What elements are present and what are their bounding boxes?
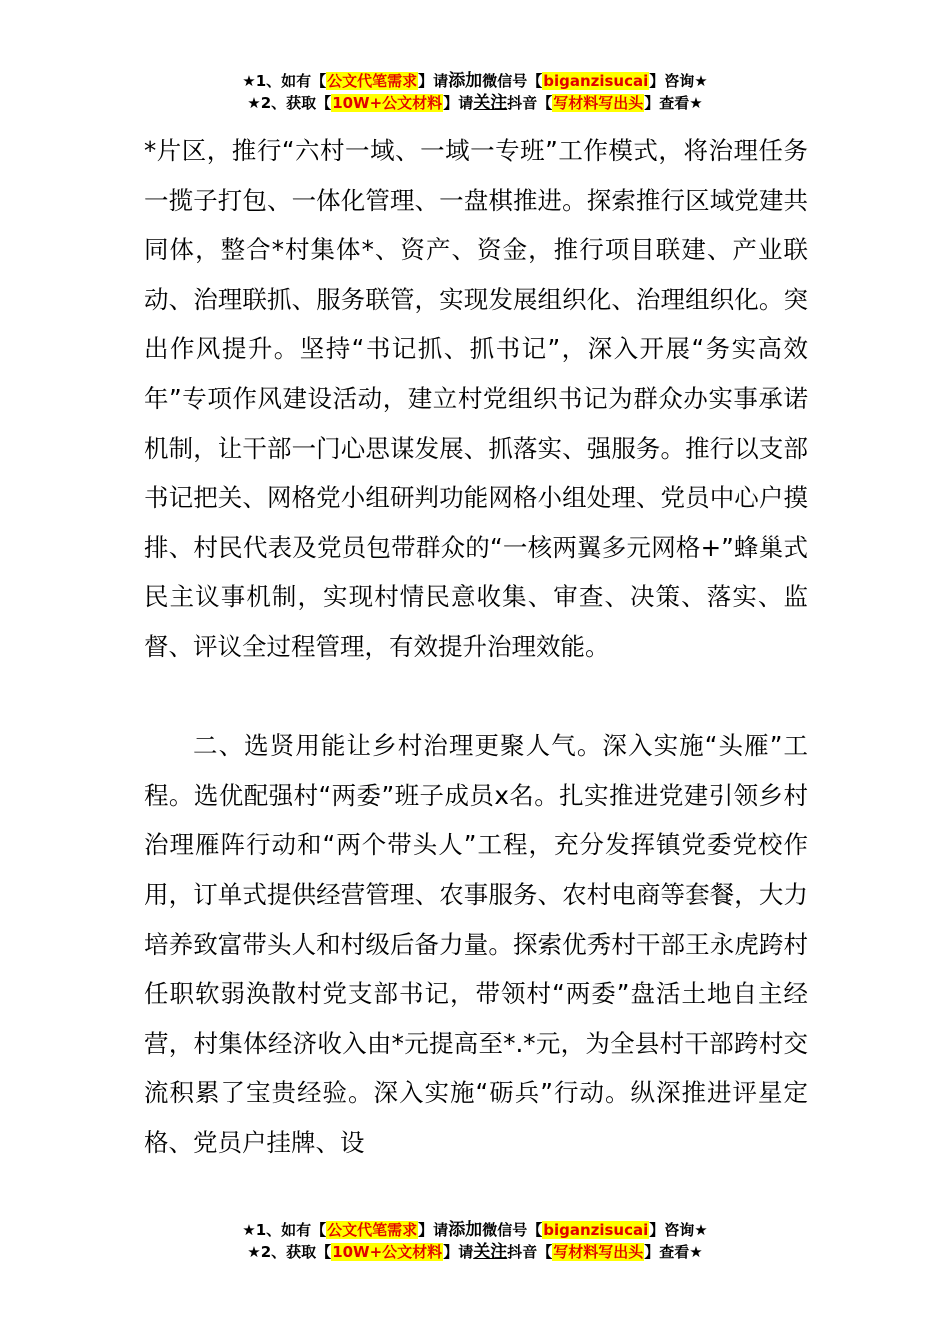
promo-line-1: ★1、如有【公文代笔需求】请添加微信号【biganzisucai】咨询★ — [242, 1220, 708, 1240]
promo-line-2: ★2、获取【10W+公文材料】请关注抖音【写材料写出头】查看★ — [247, 1242, 703, 1262]
promo-header — [0, 70, 950, 114]
promo-highlight-wechat-id: biganzisucai — [543, 1221, 649, 1239]
promo-highlight-service: 公文代笔需求 — [327, 1221, 418, 1239]
promo-highlight-materials: 10W+公文材料 — [332, 1243, 443, 1261]
promo-highlight-douyin: 写材料写出头 — [553, 1243, 644, 1261]
promo-line-2: ★2、获取【10W+公文材料】请关注抖音【写材料写出头】查看★ — [247, 93, 703, 113]
promo-highlight-wechat-id: biganzisucai — [543, 72, 649, 90]
promo-highlight-materials: 10W+公文材料 — [332, 94, 443, 112]
promo-highlight-service: 公文代笔需求 — [327, 72, 418, 90]
promo-highlight-douyin: 写材料写出头 — [553, 94, 644, 112]
document-paragraph-2: 二、选贤用能让乡村治理更聚人气。深入实施“头雁”工程。选优配强村“两委”班子成员x名。扎实推进党建引领乡村治理雁阵行动和“两个带头人”工程，充分发挥镇党委党校作用，订单式提供经营管理、农事服务、农村电商等套餐，大力培养致富带头人和村级后备力量。探索优秀村干部王永虎跨村任职软弱涣散村党支部书记，带领村“两委”盘活土地自主经营，村集体经济收入由*元提高至*.*元，为全县村干部跨村交流积累了宝贵经验。深入实施“砺兵”行动。纵深推进评星定格、党员户挂牌、设 — [144, 731, 808, 1157]
document-body — [144, 126, 808, 1167]
promo-footer — [0, 1219, 950, 1263]
promo-line-1: ★1、如有【公文代笔需求】请添加微信号【biganzisucai】咨询★ — [242, 71, 708, 91]
document-paragraph-1: *片区，推行“六村一域、一域一专班”工作模式，将治理任务一揽子打包、一体化管理、一盘棋推进。探索推行区域党建共同体，整合*村集体*、资产、资金，推行项目联建、产业联动、治理联抓、服务联管，实现发展组织化、治理组织化。突出作风提升。坚持“书记抓、抓书记”，深入开展“务实高效年”专项作风建设活动，建立村党组织书记为群众办实事承诺机制，让干部一门心思谋发展、抓落实、强服务。推行以支部书记把关、网格党小组研判功能网格小组处理、党员中心户摸排、村民代表及党员包带群众的“一核两翼多元网格+”蜂巢式民主议事机制，实现村情民意收集、审查、决策、落实、监督、评议全过程管理，有效提升治理效能。 — [144, 136, 808, 661]
